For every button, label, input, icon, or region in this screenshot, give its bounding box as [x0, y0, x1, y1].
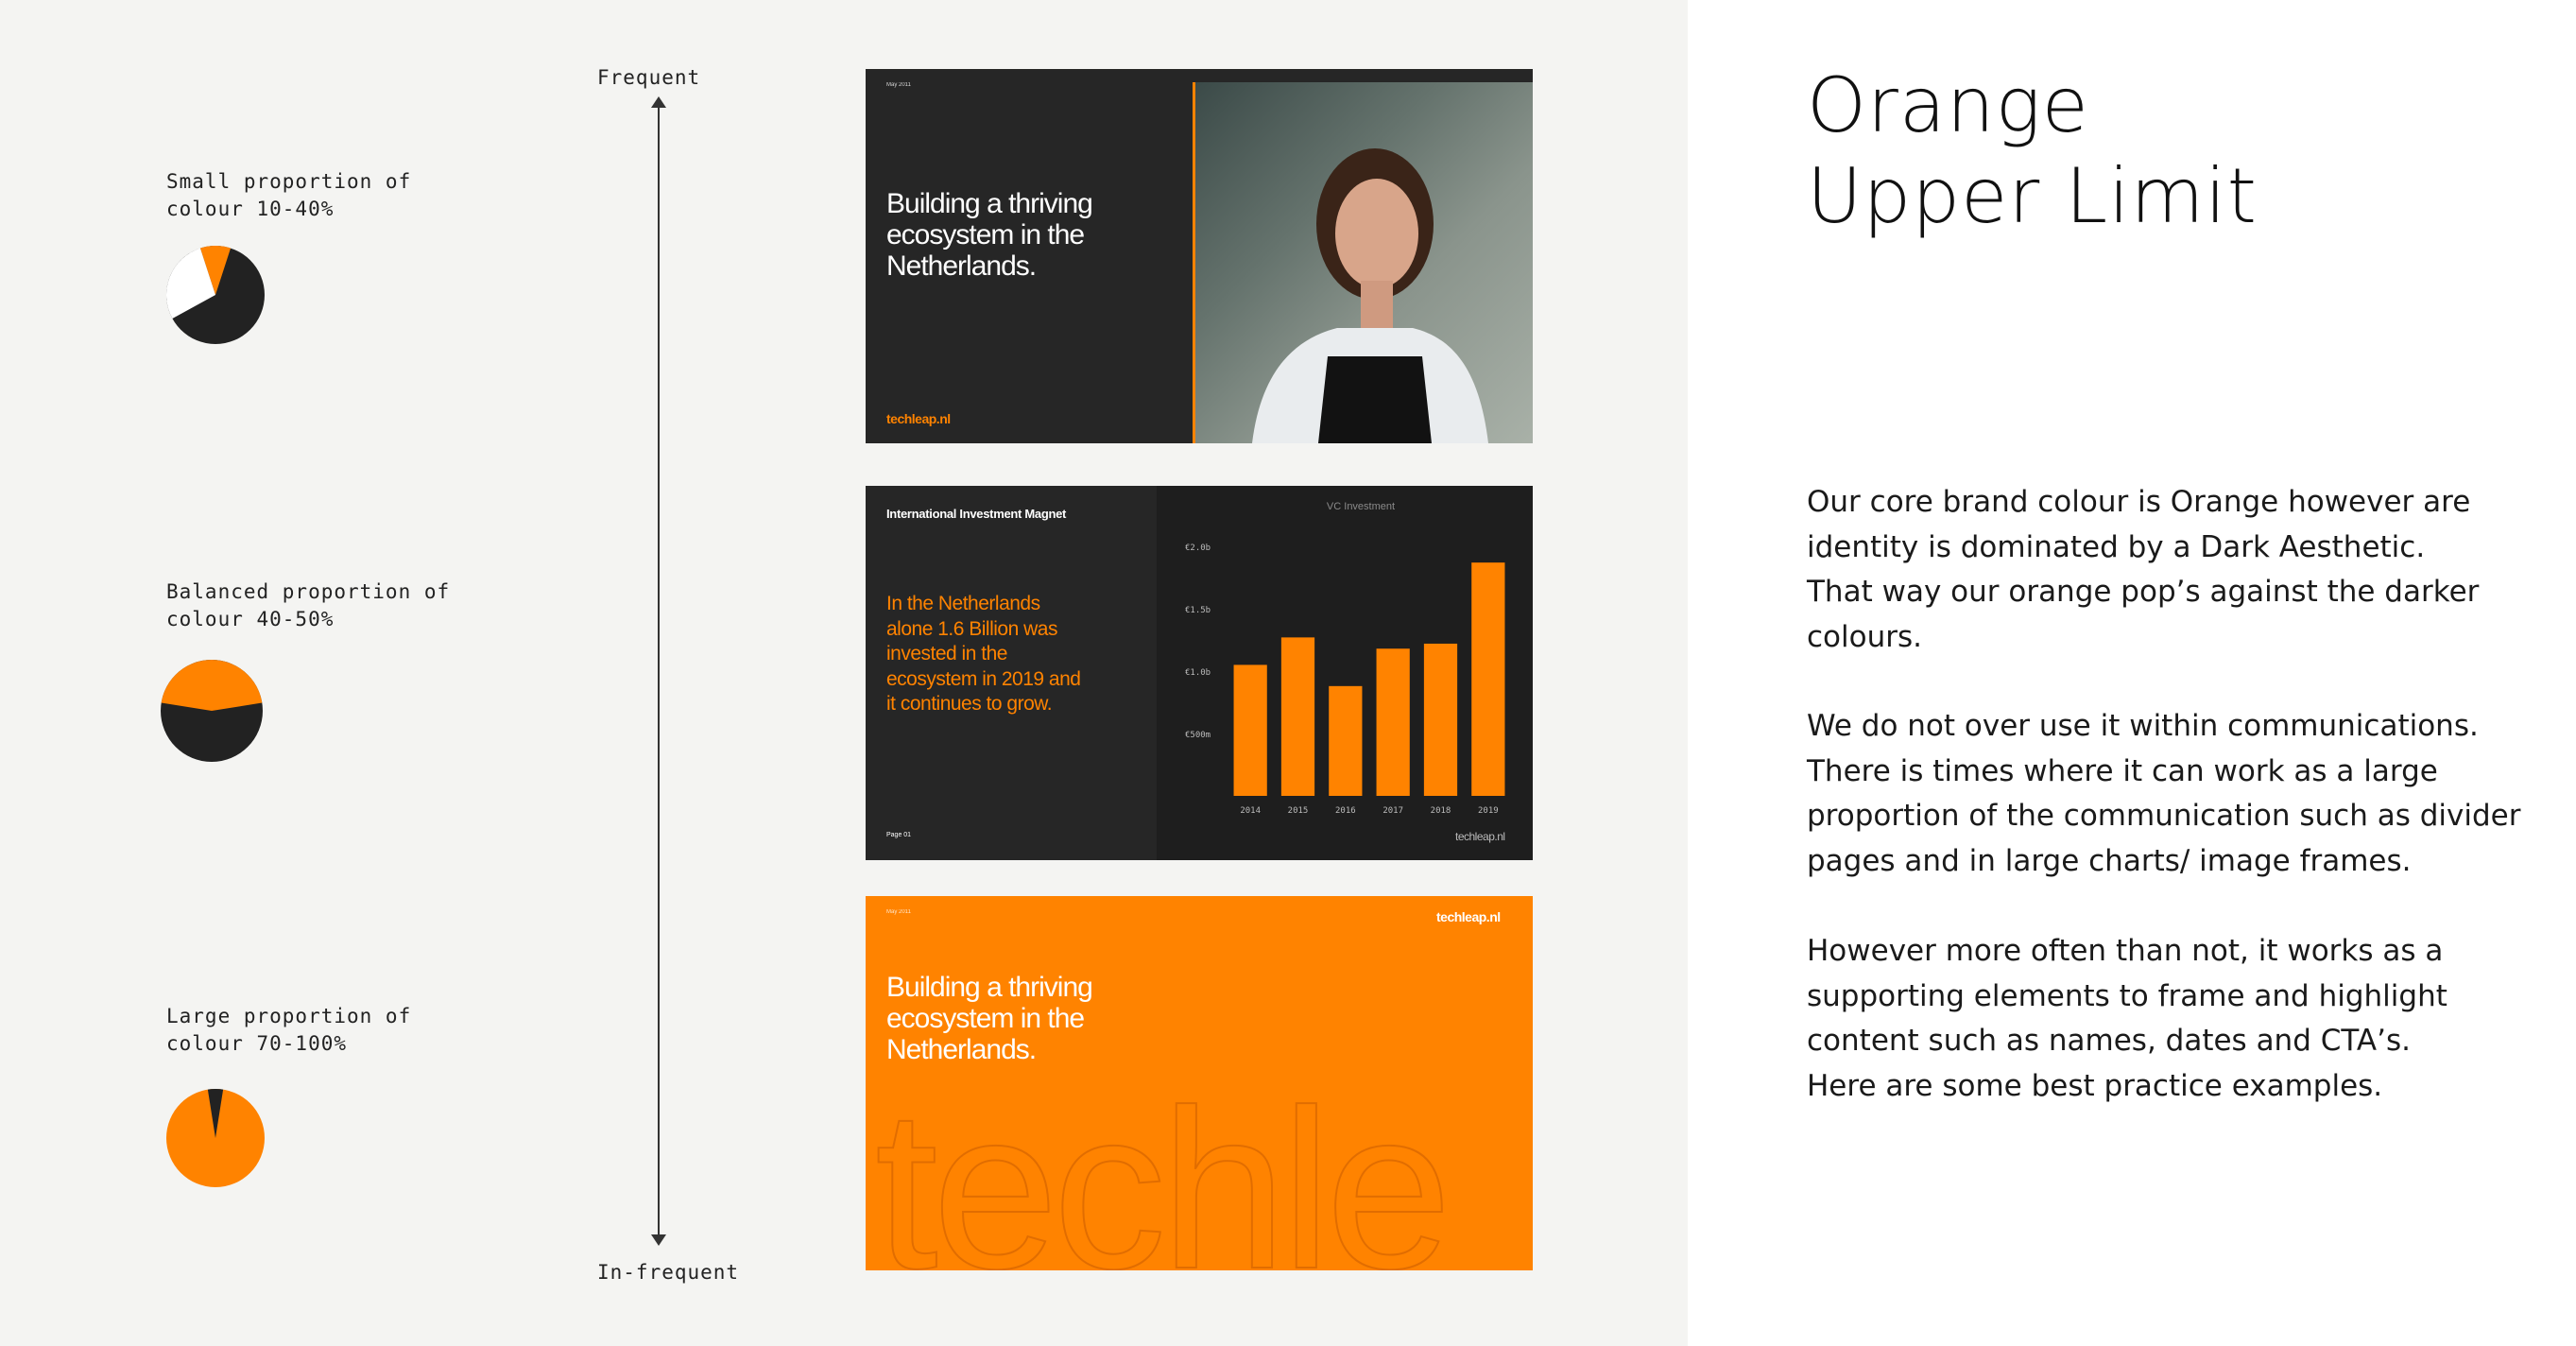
example-slide-balanced	[866, 486, 1533, 860]
body-paragraph-2: We do not over use it within communications. There is times where it can work as a large proportion of the communication such as divider pages and in large charts/ image frames.	[1807, 709, 2521, 878]
x-tick-label: 2016	[1334, 806, 1356, 816]
pie-slice	[162, 660, 263, 711]
bar-2017	[1377, 648, 1410, 796]
y-tick-label: €1.0b	[1185, 668, 1211, 678]
bar-2015	[1281, 637, 1314, 796]
slide-date: May 2011	[886, 82, 911, 88]
page-title: Orange Upper Limit	[1807, 61, 2258, 240]
x-tick-label: 2014	[1240, 806, 1262, 816]
slide-date: May 2011	[886, 909, 911, 915]
x-tick-label: 2017	[1382, 806, 1404, 816]
slide-title: International Investment Magnet	[886, 507, 1067, 521]
pie-chart-large	[166, 1089, 265, 1187]
body-paragraph-1: Our core brand colour is Orange however are identity is dominated by a Dark Aesthetic. That way our orange pop’s against the darker colours.	[1807, 485, 2480, 654]
slide-url: techleap.nl	[886, 411, 951, 426]
pie-chart-balanced	[161, 660, 263, 762]
bar-2016	[1329, 686, 1362, 796]
bar-chart	[1157, 486, 1533, 860]
slide-headline: Building a thriving ecosystem in the Netherlands.	[886, 972, 1092, 1065]
y-tick-label: €500m	[1185, 731, 1211, 740]
ghost-watermark-text: techle	[875, 1062, 1447, 1270]
chart-panel	[1157, 486, 1533, 860]
x-tick-label: 2018	[1430, 806, 1451, 816]
proportion-label-small: Small proportion of colour 10-40%	[166, 170, 412, 220]
proportion-label-large: Large proportion of colour 70-100%	[166, 1005, 412, 1055]
chart-title: VC Investment	[1326, 501, 1396, 512]
y-tick-label: €1.5b	[1185, 606, 1211, 615]
body-paragraph-3: However more often than not, it works as a supporting elements to frame and highlight content such as names, dates and CTA’s. Here are some best practice examples.	[1807, 934, 2447, 1103]
pie-chart-small	[166, 246, 265, 344]
arrow-down-icon	[651, 1234, 666, 1246]
example-slide-small	[866, 69, 1533, 443]
example-slide-large	[866, 896, 1533, 1270]
bar-2018	[1424, 644, 1457, 796]
x-tick-label: 2015	[1287, 806, 1309, 816]
x-tick-label: 2019	[1477, 806, 1499, 816]
portrait-silhouette	[1195, 82, 1533, 443]
slide-body: In the Netherlands alone 1.6 Billion was invested in the ecosystem in 2019 and it continues to grow.	[886, 593, 1081, 715]
proportion-label-balanced: Balanced proportion of colour 40-50%	[166, 580, 451, 630]
chart-url: techleap.nl	[1455, 830, 1505, 843]
axis-label-frequent: Frequent	[597, 66, 701, 89]
portrait-photo	[1193, 82, 1533, 443]
slide-headline: Building a thriving ecosystem in the Netherlands.	[886, 188, 1092, 282]
bar-2019	[1471, 562, 1504, 796]
y-tick-label: €2.0b	[1185, 544, 1211, 553]
frequency-axis	[658, 102, 660, 1236]
bar-2014	[1234, 664, 1267, 796]
axis-label-infrequent: In-frequent	[597, 1261, 740, 1284]
slide-page-number: Page 01	[886, 832, 912, 838]
slide-url: techleap.nl	[1436, 909, 1501, 924]
